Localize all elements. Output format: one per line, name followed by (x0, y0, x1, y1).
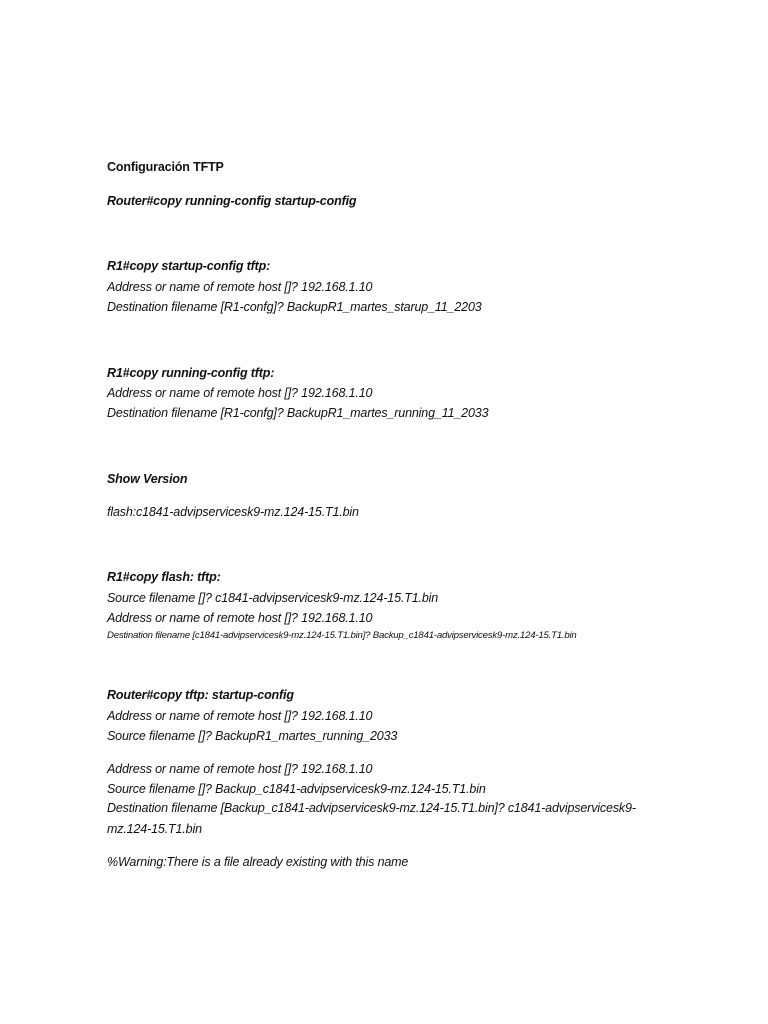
command-output-line: Source filename []? c1841-advipservicesk9-mz.124-15.T1.bin (107, 591, 439, 605)
command-output-line: mz.124-15.T1.bin (107, 822, 202, 836)
command-output-line: Address or name of remote host []? 192.168.1.10 (107, 611, 373, 625)
command-heading-copy-run-start: Router#copy running-config startup-config (107, 194, 357, 208)
command-output-line: Address or name of remote host []? 192.168.1.10 (107, 762, 373, 776)
command-output-line: Source filename []? BackupR1_martes_running_2033 (107, 729, 398, 743)
command-output-line: Source filename []? Backup_c1841-advipservicesk9-mz.124-15.T1.bin (107, 782, 486, 796)
command-output-line: flash:c1841-advipservicesk9-mz.124-15.T1.bin (107, 505, 359, 519)
page-title: Configuración TFTP (107, 160, 224, 174)
command-output-line: Destination filename [R1-confg]? BackupR1_martes_running_11_2033 (107, 406, 489, 420)
command-output-line: Destination filename [R1-confg]? BackupR1_martes_starup_11_2203 (107, 300, 482, 314)
command-heading-copy-startup-tftp: R1#copy startup-config tftp: (107, 259, 271, 273)
command-heading-copy-tftp-startup: Router#copy tftp: startup-config (107, 688, 294, 702)
command-heading-copy-running-tftp: R1#copy running-config tftp: (107, 366, 275, 380)
command-output-line: Address or name of remote host []? 192.168.1.10 (107, 280, 373, 294)
warning-message: %Warning:There is a file already existing with this name (107, 855, 409, 869)
command-output-line: Destination filename [Backup_c1841-advipservicesk9-mz.124-15.T1.bin]? c1841-advipservicesk9- (107, 801, 636, 815)
command-heading-copy-flash-tftp: R1#copy flash: tftp: (107, 570, 221, 584)
command-heading-show-version: Show Version (107, 472, 188, 486)
command-output-line: Address or name of remote host []? 192.168.1.10 (107, 709, 373, 723)
command-output-line: Destination filename [c1841-advipservicesk9-mz.124-15.T1.bin]? Backup_c1841-advipservicesk9-mz.124-15.T1.bin (107, 630, 577, 641)
command-output-line: Address or name of remote host []? 192.168.1.10 (107, 386, 373, 400)
